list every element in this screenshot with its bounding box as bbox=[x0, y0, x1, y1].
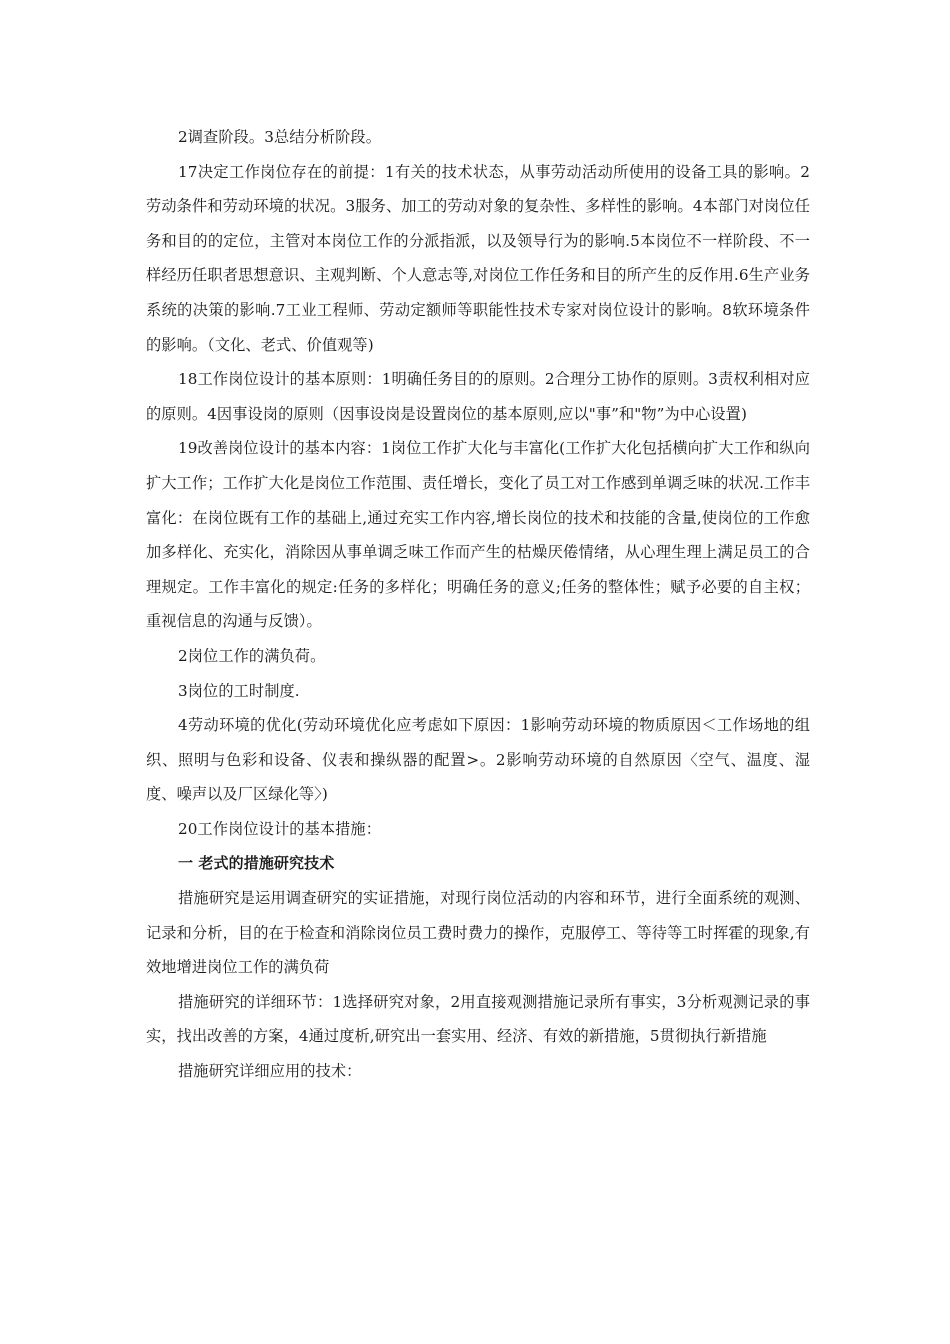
document-body bbox=[146, 120, 810, 1089]
paragraph-full-load: 2岗位工作的满负荷。 bbox=[178, 646, 326, 665]
paragraph-20-basic-measures: 20工作岗位设计的基本措施： bbox=[178, 819, 381, 838]
paragraph-method-study-steps: 措施研究的详细环节：1选择研究对象，2用直接观测措施记录所有事实，3分析观测记录的事实，找出改善的方案，4通过度析,研究出一套实用、经济、有效的新措施，5贯彻执行新措施 bbox=[146, 992, 810, 1046]
paragraph-19-improvement-content: 19改善岗位设计的基本内容：1岗位工作扩大化与丰富化(工作扩大化包括横向扩大工作和纵向扩大工作；工作扩大化是岗位工作范围、责任增长，变化了员工对工作感到单调乏味的状况.工作丰富化：在岗位既有工作的基础上,通过充实工作内容,增长岗位的技术和技能的含量,使岗位的工作愈加多样化、充实化，消除因从事单调乏味工作而产生的枯燥厌倦情绪，从心理生理上满足员工的合理规定。工作丰富化的规定:任务的多样化；明确任务的意义;任务的整体性；赋予必要的自主权；重视信息的沟通与反馈）。 bbox=[146, 439, 810, 631]
paragraph-survey-stage: 2调查阶段。3总结分析阶段。 bbox=[178, 128, 381, 146]
paragraph-17-job-preconditions: 17决定工作岗位存在的前提：1有关的技术状态，从事劳动活动所使用的设备工具的影响。2劳动条件和劳动环境的状况。3服务、加工的劳动对象的复杂性、多样性的影响。4本部门对岗位任务和目的的定位，主管对本岗位工作的分派指派，以及领导行为的影响.5本岗位不一样阶段、不一样经历任职者思想意识、主观判断、个人意志等,对岗位工作任务和目的所产生的反作用.6生产业务系统的决策的影响.7工业工程师、劳动定额师等职能性技术专家对岗位设计的影响。8软环境条件的影响。（文化、老式、价值观等) bbox=[146, 162, 810, 354]
paragraph-environment-optimization: 4劳动环境的优化(劳动环境优化应考虑如下原因：1影响劳动环境的物质原因＜工作场地的组织、照明与色彩和设备、仪表和操纵器的配置>。2影响劳动环境的自然原因〈空气、温度、湿度、噪声以及厂区绿化等〉) bbox=[146, 716, 810, 804]
paragraph-18-design-principles: 18工作岗位设计的基本原则：1明确任务目的的原则。2合理分工协作的原则。3责权利相对应的原则。4因事设岗的原则（因事设岗是设置岗位的基本原则,应以"事”和"物”为中心设置) bbox=[146, 370, 810, 423]
paragraph-method-study-techniques: 措施研究详细应用的技术： bbox=[178, 1062, 362, 1081]
paragraph-method-study-definition: 措施研究是运用调查研究的实证措施，对现行岗位活动的内容和环节，进行全面系统的观测、记录和分析，目的在于检查和消除岗位员工费时费力的操作，克服停工、等待等工时挥霍的现象,有效地增进岗位工作的满负荷 bbox=[146, 889, 810, 977]
section-heading-method-study: 一 老式的措施研究技术 bbox=[178, 854, 335, 873]
paragraph-working-hours: 3岗位的工时制度. bbox=[178, 681, 300, 700]
